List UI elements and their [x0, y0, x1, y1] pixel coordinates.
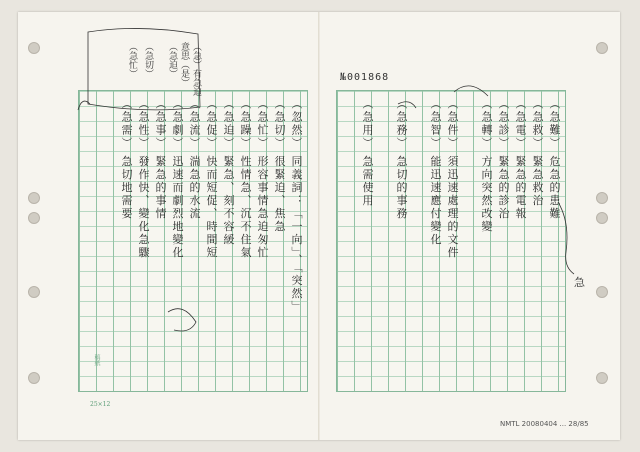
manuscript-column: （急性） 發作快、變化急驟 — [137, 98, 150, 260]
manuscript-column: （急件） 須迅速處理的文件 — [446, 98, 459, 260]
manuscript-column: （急促） 快而短促、時間短 — [205, 98, 218, 260]
manuscript-column: （急忙） 形容事情急迫匆忙 — [256, 98, 269, 260]
manuscript-column: （急迫） 緊急、刻不容緩 — [222, 98, 235, 247]
manuscript-column: （急診） 緊急的診治 — [497, 98, 510, 221]
manuscript-column: （急需） 急切地需要 — [120, 98, 133, 221]
manuscript-column: （急電） 緊急的電報 — [514, 98, 527, 221]
manuscript-column: （急務） 急切的事務 — [395, 98, 408, 221]
manuscript-column: （急用） 急需使用 — [361, 98, 374, 208]
manuscript-column: （急智） 能迅速應付變化 — [429, 98, 442, 247]
paper-size-mark: 25×12 — [90, 401, 111, 408]
paper-mark: 稿紙 — [93, 354, 100, 366]
manuscript-column: （急劇） 迅速而劇烈地變化 — [171, 98, 184, 260]
manuscript-column: （急救） 緊急救治 — [531, 98, 544, 208]
manuscript-column: （忽然） 同義詞：「一向」、「突然」 — [290, 98, 303, 314]
manuscript-sheet — [18, 12, 620, 440]
serial-number: №001868 — [340, 72, 390, 83]
margin-note: 急 — [574, 276, 585, 289]
manuscript-column: （急轉） 方向突然改變 — [480, 98, 493, 234]
archive-stamp: NMTL 20080404 ... 28/85 — [500, 420, 589, 428]
manuscript-column: （急躁） 性情急、沉不住氣 — [239, 98, 252, 260]
note-line: （急迫） — [167, 42, 177, 78]
editing-marks-icon — [18, 12, 620, 440]
note-line: 意思（是） — [179, 42, 189, 87]
manuscript-column: （急事） 緊急的事情 — [154, 98, 167, 221]
manuscript-column: （急難） 危急的患難 — [548, 98, 561, 221]
note-line: （急切） — [143, 42, 153, 78]
manuscript-column: （急切） 很緊迫、焦急 — [273, 98, 286, 234]
note-line: （急忙） — [127, 42, 137, 78]
manuscript-column: （急流） 湍急的水流 — [188, 98, 201, 221]
note-line: （急）有急迫 — [191, 42, 201, 96]
